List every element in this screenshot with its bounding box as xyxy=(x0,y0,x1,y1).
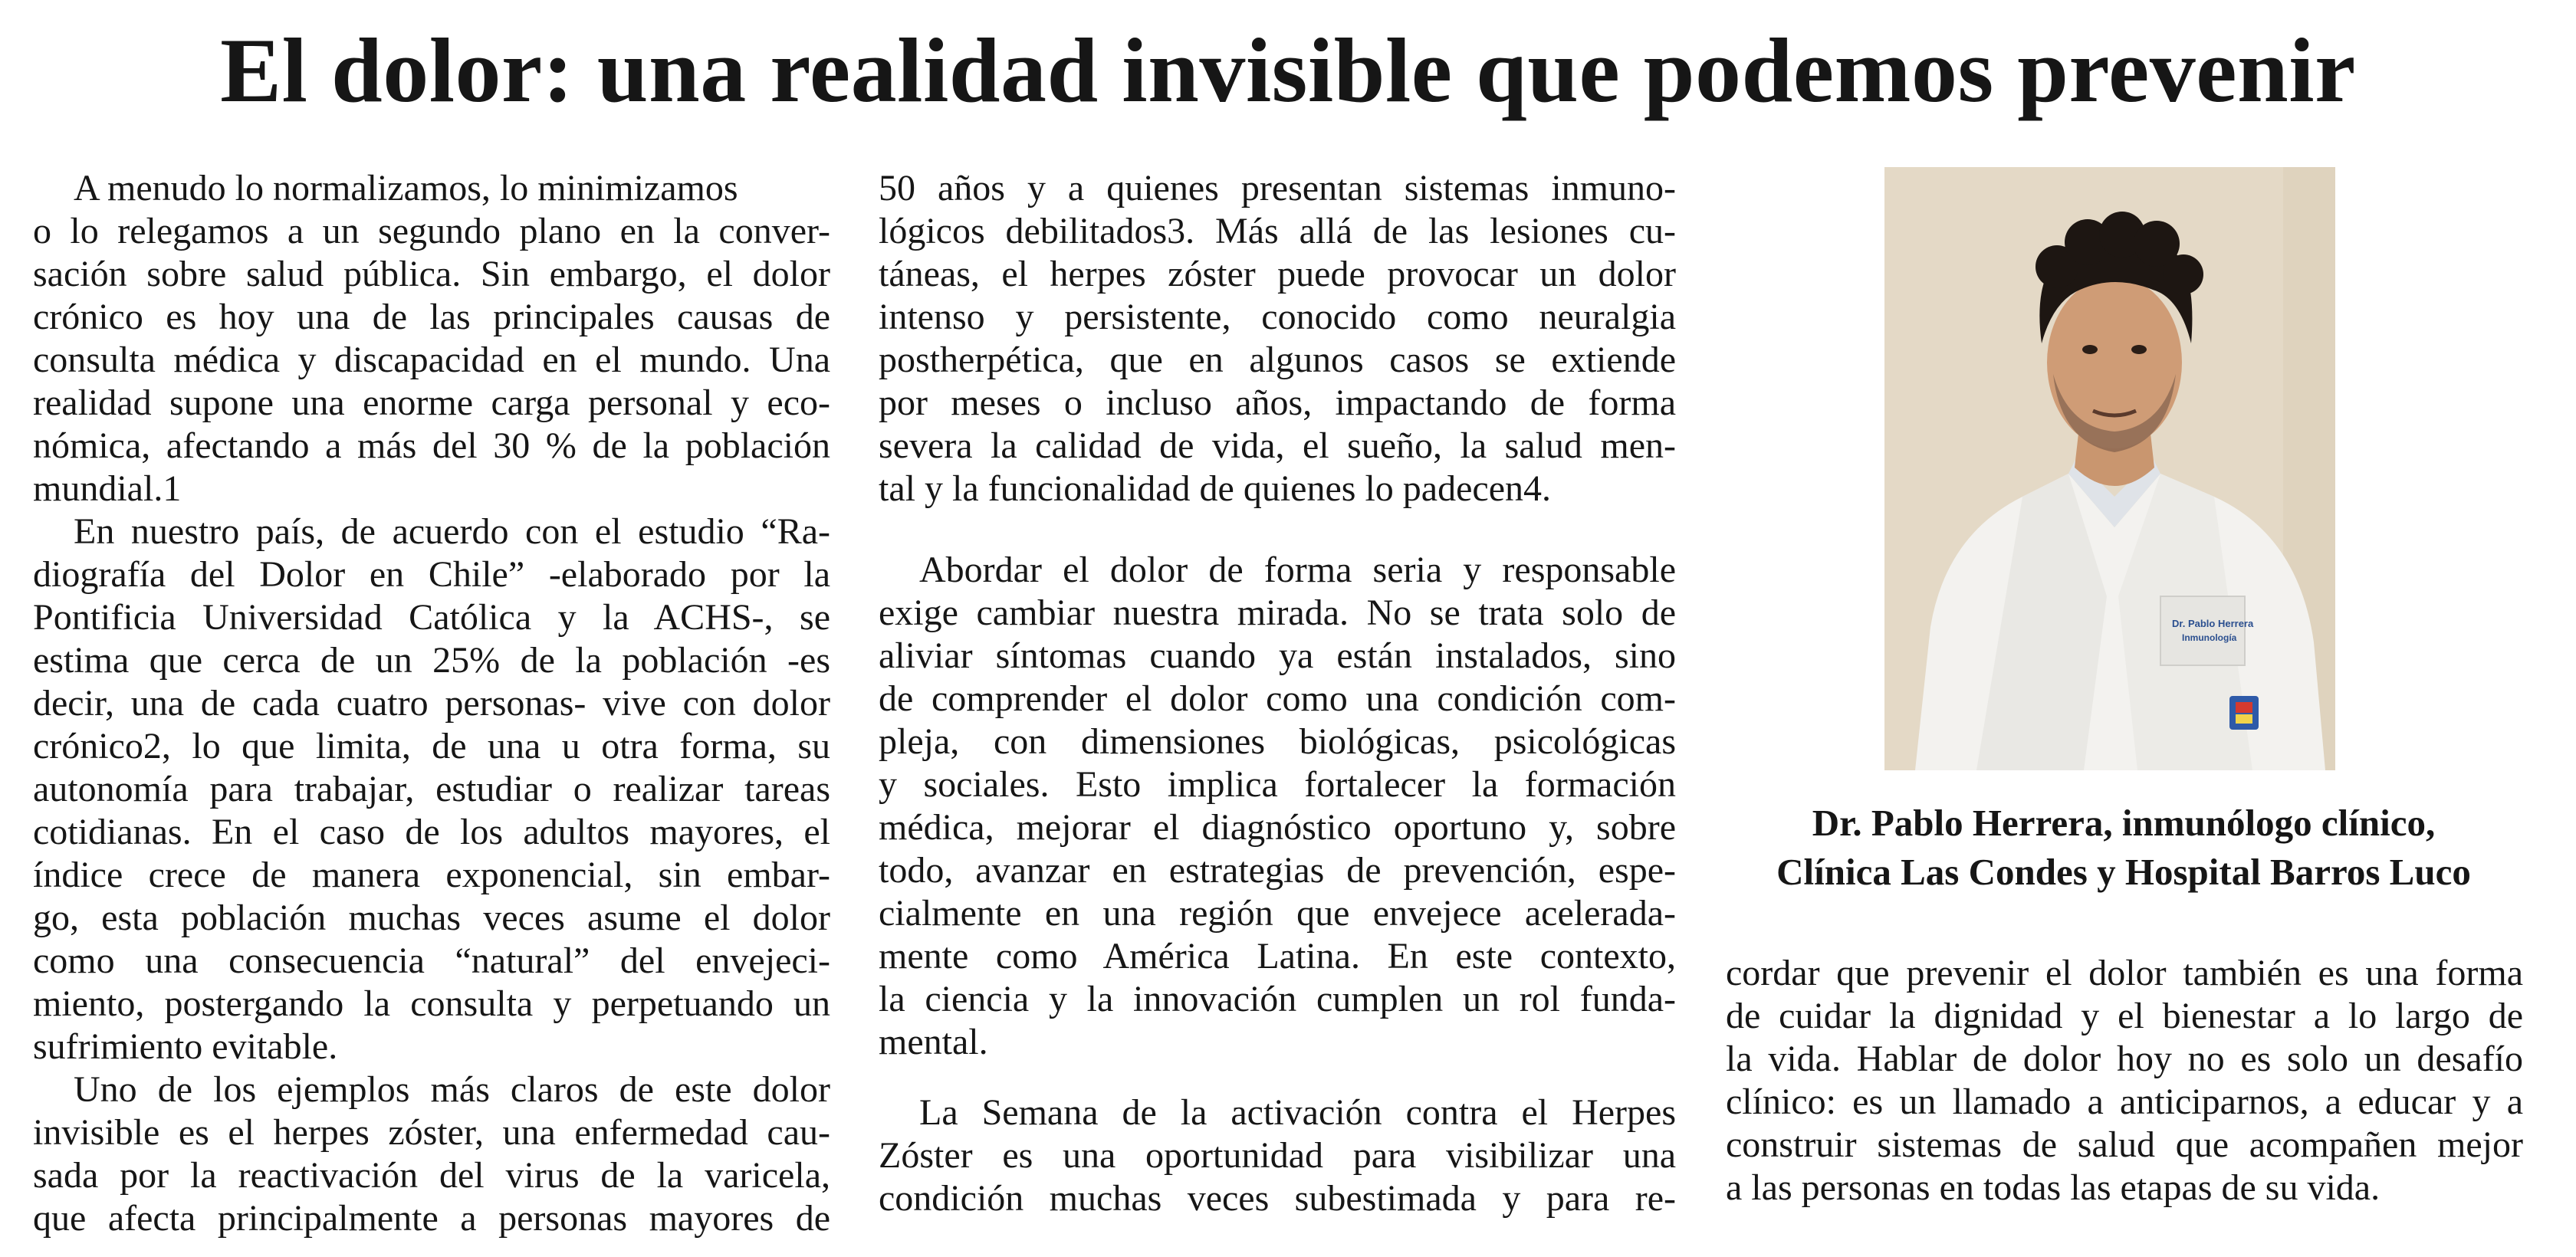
col2-line: la ciencia y la innovación cumplen un rol funda- xyxy=(879,979,1676,1019)
photo-caption-line: Clínica Las Condes y Hospital Barros Luco xyxy=(1776,851,2471,893)
col3-line: la vida. Hablar de dolor hoy no es solo un desafío xyxy=(1726,1039,2523,1079)
col1-line: autonomía para trabajar, estudiar o realizar tareas xyxy=(33,769,830,809)
col1-line: crónico2, lo que limita, de una u otra forma, su xyxy=(33,726,830,766)
col2-line: Abordar el dolor de forma seria y responsable xyxy=(919,550,1676,590)
col1-line: sada por la reactivación del virus de la varicela, xyxy=(33,1155,830,1196)
portrait-photo xyxy=(1884,167,2335,770)
col1-line: nómica, afectando a más del 30 % de la población xyxy=(33,425,830,466)
col1-line: o lo relegamos a un segundo plano en la conver- xyxy=(33,211,830,251)
col2-line: táneas, el herpes zóster puede provocar un dolor xyxy=(879,254,1676,294)
col2-line: todo, avanzar en estrategias de prevención, espe- xyxy=(879,850,1676,891)
col2-line: cialmente en una región que envejece acelerada- xyxy=(879,893,1676,934)
photo-caption-line: Dr. Pablo Herrera, inmunólogo clínico, xyxy=(1812,802,2436,844)
col1-line: sufrimiento evitable. xyxy=(33,1026,338,1067)
col2-line: lógicos debilitados3. Más allá de las lesiones cu- xyxy=(879,211,1676,251)
col2-line: intenso y persistente, conocido como neuralgia xyxy=(879,297,1676,337)
col3-line: clínico: es un llamado a anticiparnos, a educar y a xyxy=(1726,1081,2523,1122)
col2-line: pleja, con dimensiones biológicas, psicológicas xyxy=(879,721,1676,762)
col1-line: mundial.1 xyxy=(33,468,182,509)
col3-line: de cuidar la dignidad y el bienestar a lo largo de xyxy=(1726,996,2523,1036)
col1-line: crónico es hoy una de las principales causas de xyxy=(33,297,830,337)
col1-line: En nuestro país, de acuerdo con el estudio “Ra- xyxy=(74,511,830,552)
col2-line: y sociales. Esto implica fortalecer la formación xyxy=(879,764,1676,805)
col1-line: miento, postergando la consulta y perpetuando un xyxy=(33,983,830,1024)
col2-line: La Semana de la activación contra el Herpes xyxy=(919,1092,1676,1133)
col3-line: cordar que prevenir el dolor también es una forma xyxy=(1726,953,2523,993)
col2-line: mental. xyxy=(879,1022,988,1062)
col1-line: decir, una de cada cuatro personas- vive con dolor xyxy=(33,683,830,724)
col1-line: como una consecuencia “natural” del envejeci- xyxy=(33,940,830,981)
col3-line: construir sistemas de salud que acompañen mejor xyxy=(1726,1124,2523,1165)
col2-line: por meses o incluso años, impactando de forma xyxy=(879,382,1676,423)
col1-line: estima que cerca de un 25% de la población -es xyxy=(33,640,830,681)
col2-line: condición muchas veces subestimada y para re- xyxy=(879,1178,1676,1219)
col1-line: go, esta población muchas veces asume el dolor xyxy=(33,898,830,938)
coat-dept-label: Inmunología xyxy=(2182,632,2237,643)
col2-line: médica, mejorar el diagnóstico oportuno y, sobre xyxy=(879,807,1676,848)
coat-name-label: Dr. Pablo Herrera xyxy=(2172,618,2254,629)
col2-line: aliviar síntomas cuando ya están instalados, sino xyxy=(879,635,1676,676)
col3-line: a las personas en todas las etapas de su vida. xyxy=(1726,1167,2380,1208)
col1-line: realidad supone una enorme carga personal y eco- xyxy=(33,382,830,423)
col1-line: índice crece de manera exponencial, sin embar- xyxy=(33,855,830,895)
col1-line: consulta médica y discapacidad en el mundo. Una xyxy=(33,340,830,380)
portrait-illustration xyxy=(1884,167,2335,770)
col1-line: sación sobre salud pública. Sin embargo, el dolor xyxy=(33,254,830,294)
col1-line: diografía del Dolor en Chile” -elaborado por la xyxy=(33,554,830,595)
col2-line: 50 años y a quienes presentan sistemas inmuno- xyxy=(879,168,1676,208)
col2-line: tal y la funcionalidad de quienes lo padecen4. xyxy=(879,468,1552,509)
col1-line: cotidianas. En el caso de los adultos mayores, el xyxy=(33,812,830,852)
col1-line: que afecta principalmente a personas mayores de xyxy=(33,1198,830,1239)
col1-line: Uno de los ejemplos más claros de este dolor xyxy=(74,1069,830,1110)
col2-line: Zóster es una oportunidad para visibilizar una xyxy=(879,1135,1676,1176)
col1-line: invisible es el herpes zóster, una enfermedad cau- xyxy=(33,1112,830,1153)
article-title: El dolor: una realidad invisible que podemos prevenir xyxy=(220,19,2356,121)
col1-line: A menudo lo normalizamos, lo minimizamos xyxy=(74,168,738,208)
col2-line: de comprender el dolor como una condición com- xyxy=(879,678,1676,719)
col2-line: severa la calidad de vida, el sueño, la salud men- xyxy=(879,425,1676,466)
col2-line: mente como América Latina. En este contexto, xyxy=(879,936,1676,976)
col2-line: exige cambiar nuestra mirada. No se trata solo de xyxy=(879,592,1676,633)
col2-line: postherpética, que en algunos casos se extiende xyxy=(879,340,1676,380)
col1-line: Pontificia Universidad Católica y la ACHS-, se xyxy=(33,597,830,638)
